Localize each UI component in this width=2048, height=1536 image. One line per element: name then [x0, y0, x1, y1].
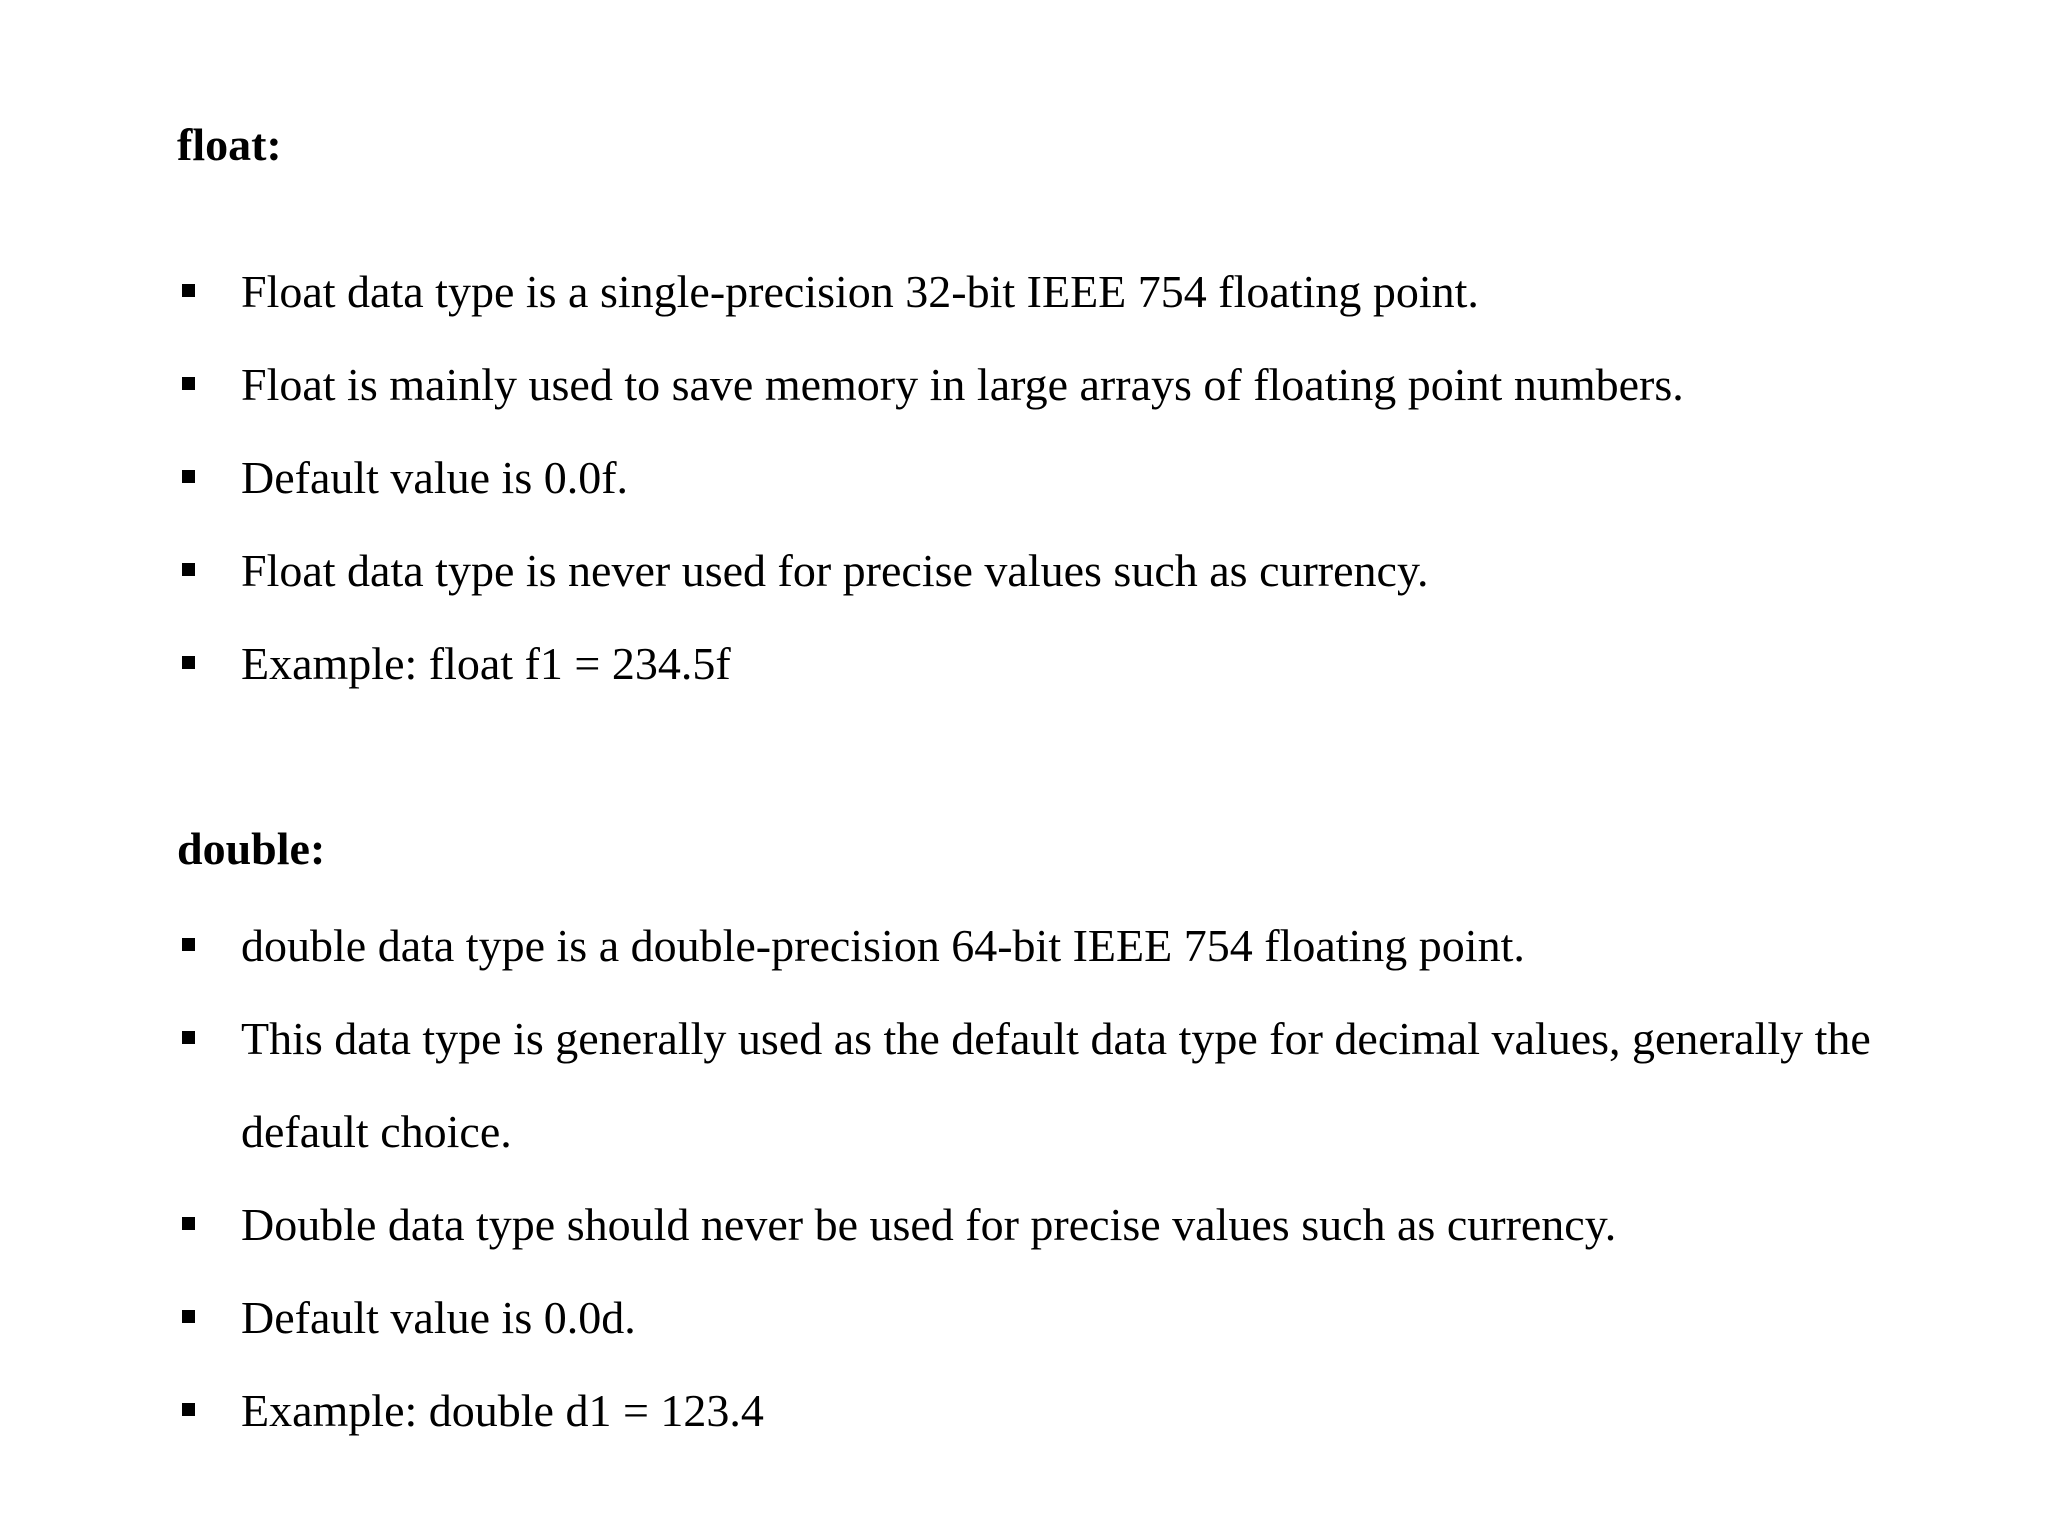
list-item-text: Example: float f1 = 234.5f	[241, 638, 731, 689]
square-bullet-icon	[182, 377, 195, 390]
square-bullet-icon	[182, 563, 195, 576]
square-bullet-icon	[182, 1031, 195, 1044]
square-bullet-icon	[182, 1310, 195, 1323]
float-heading: float:	[177, 119, 282, 170]
list-item	[177, 431, 1977, 524]
double-bullet-list	[177, 899, 1977, 1457]
list-item-text: Float data type is never used for precise values such as currency.	[241, 545, 1429, 596]
list-item	[177, 1364, 1977, 1457]
square-bullet-icon	[182, 1217, 195, 1230]
list-item	[177, 992, 1871, 1178]
list-item	[177, 617, 1977, 710]
list-item-text: This data type is generally used as the default data type for decimal values, generally the default choice.	[241, 1013, 1871, 1157]
list-item	[177, 524, 1977, 617]
list-item-text: Float data type is a single-precision 32-bit IEEE 754 floating point.	[241, 266, 1479, 317]
list-item-text: Example: double d1 = 123.4	[241, 1385, 764, 1436]
square-bullet-icon	[182, 938, 195, 951]
list-item-text: Default value is 0.0d.	[241, 1292, 636, 1343]
list-item-text: double data type is a double-precision 64-bit IEEE 754 floating point.	[241, 920, 1525, 971]
list-item-text: Double data type should never be used for precise values such as currency.	[241, 1199, 1617, 1250]
square-bullet-icon	[182, 656, 195, 669]
float-bullet-list	[177, 245, 1977, 710]
square-bullet-icon	[182, 470, 195, 483]
double-heading: double:	[177, 823, 326, 874]
list-item	[177, 1271, 1977, 1364]
list-item	[177, 338, 1977, 431]
list-item-text: Float is mainly used to save memory in large arrays of floating point numbers.	[241, 359, 1684, 410]
list-item	[177, 245, 1977, 338]
square-bullet-icon	[182, 1403, 195, 1416]
list-item-text: Default value is 0.0f.	[241, 452, 629, 503]
list-item	[177, 899, 1977, 992]
square-bullet-icon	[182, 284, 195, 297]
list-item	[177, 1178, 1977, 1271]
